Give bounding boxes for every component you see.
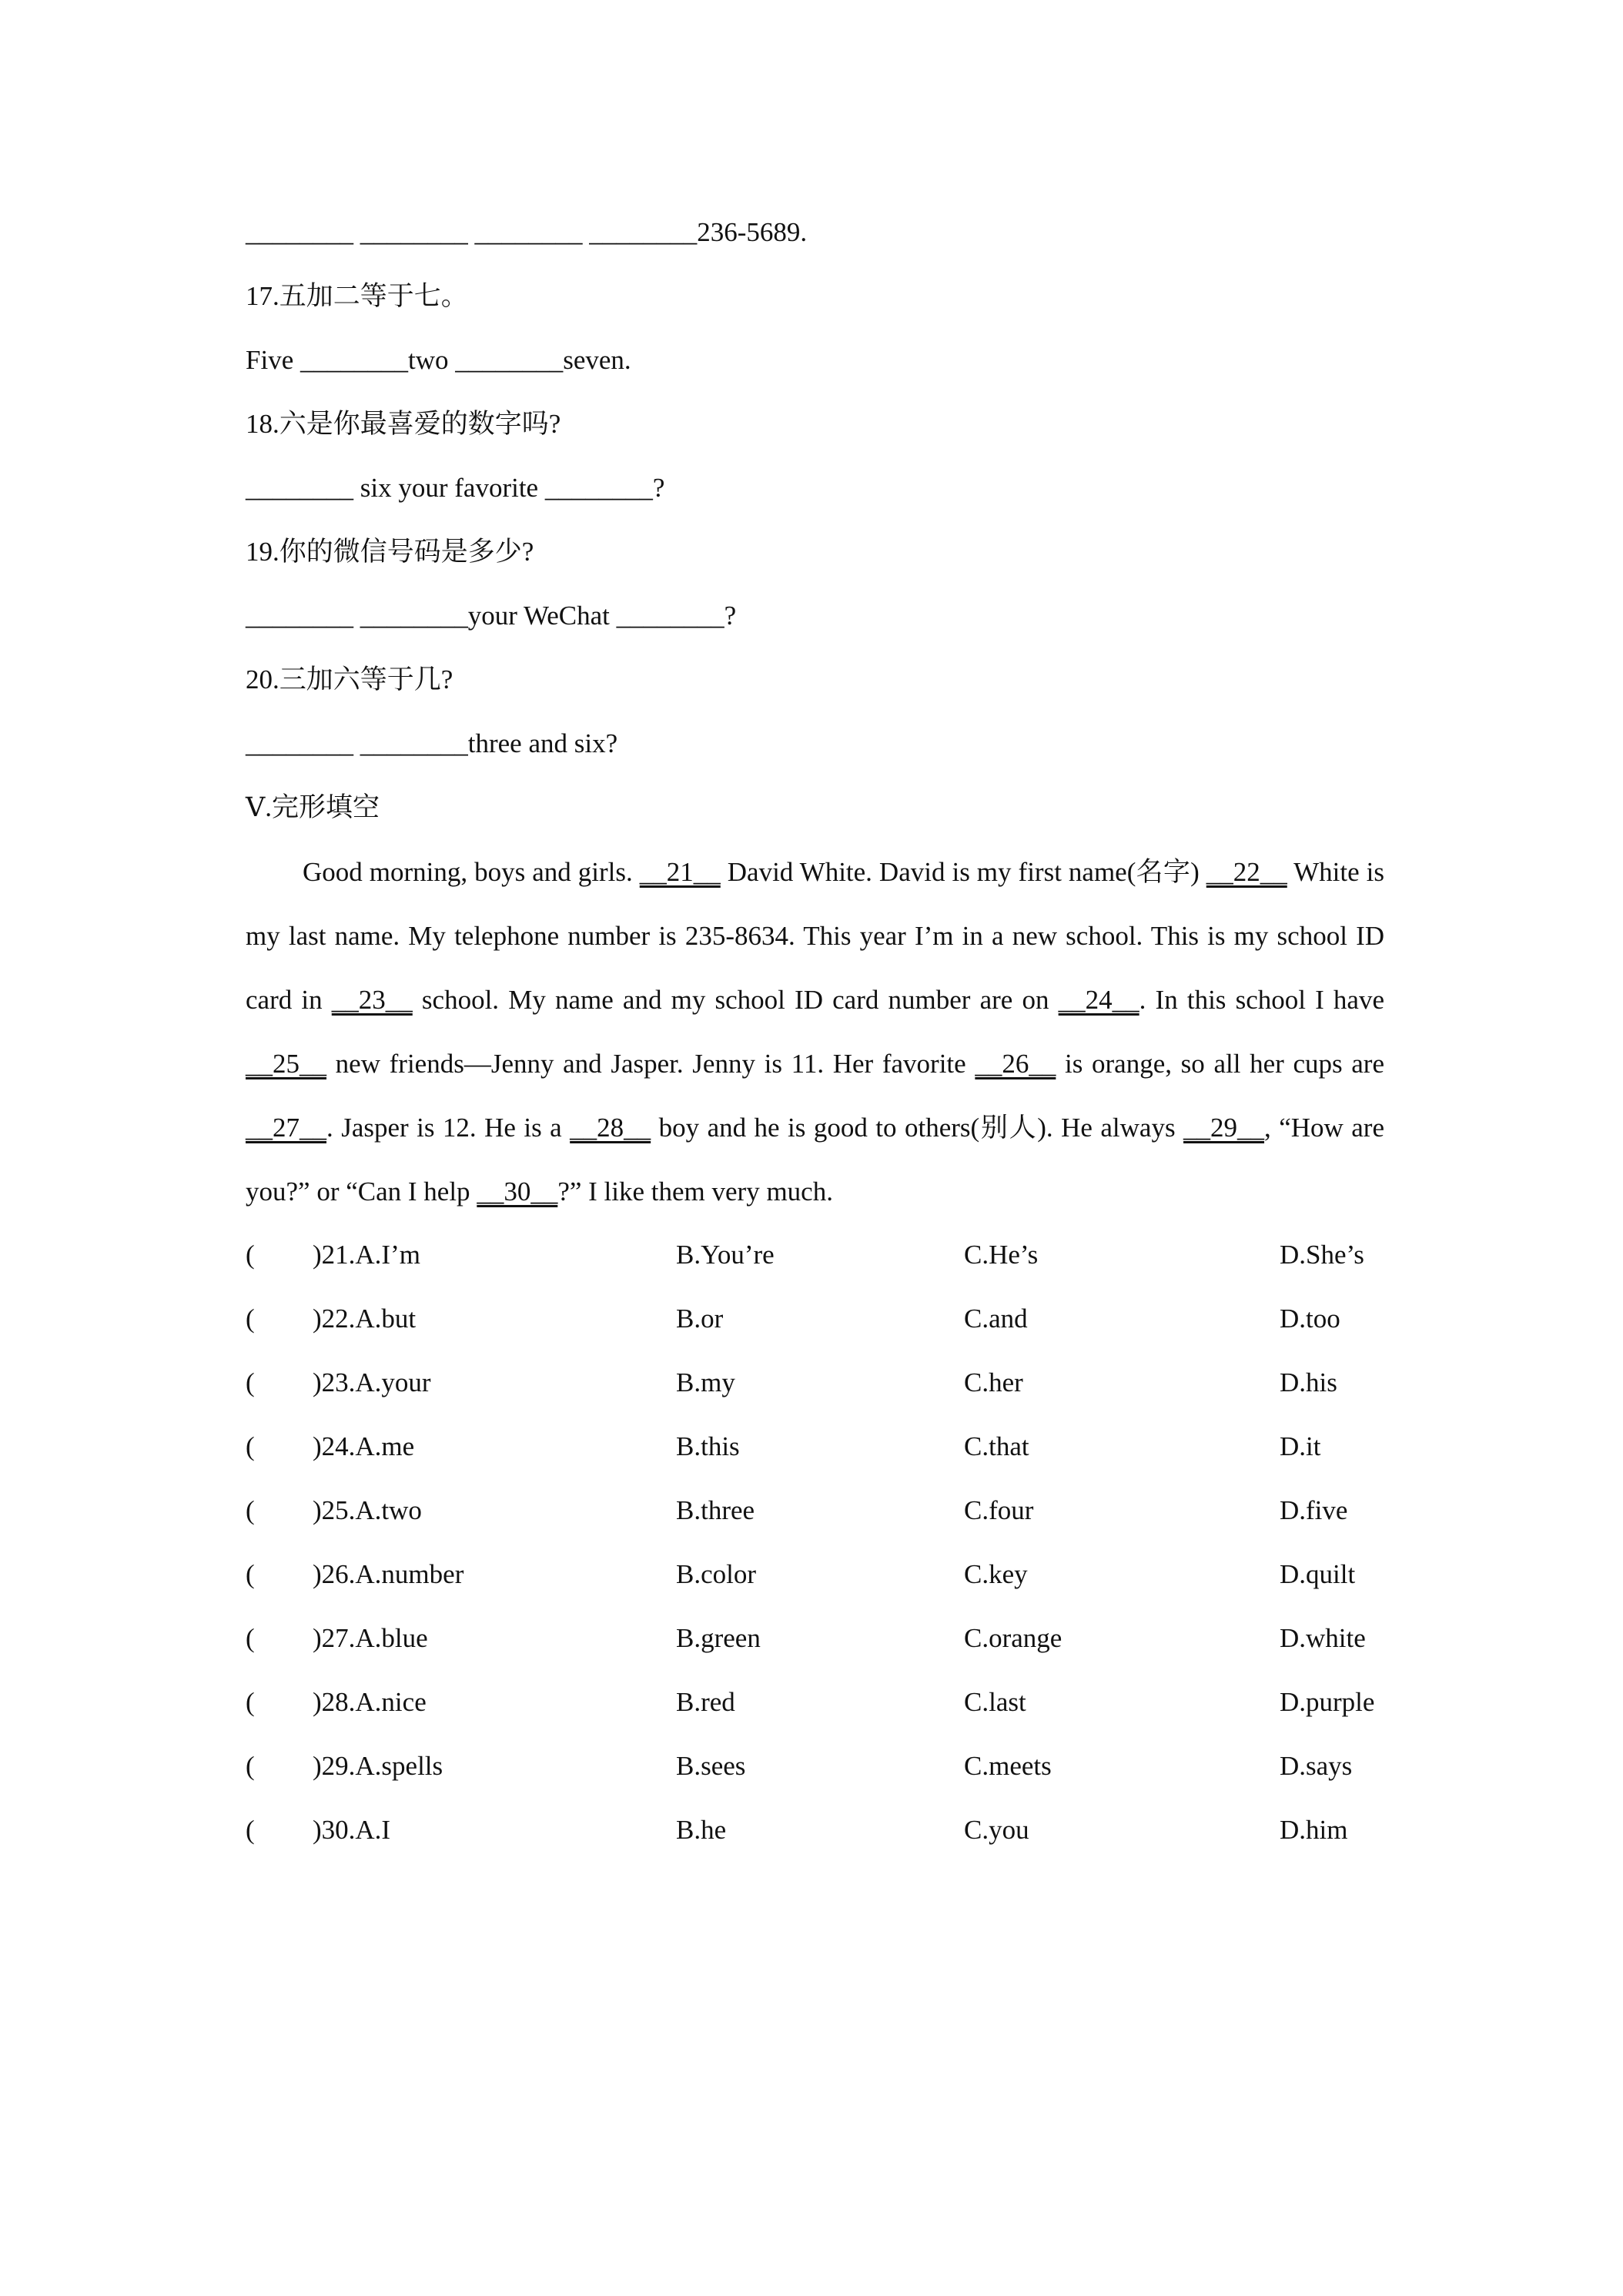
option-row-23 xyxy=(246,1364,1400,1401)
option-c: C.key xyxy=(964,1559,1028,1589)
option-b: B.this xyxy=(676,1431,740,1461)
option-row-30 xyxy=(246,1812,1400,1849)
option-row-24 xyxy=(246,1428,1400,1465)
option-d: D.quilt xyxy=(1280,1559,1356,1589)
q18-prompt: 18.六是你最喜爱的数字吗? xyxy=(246,409,561,439)
option-c: C.orange xyxy=(964,1623,1062,1653)
option-b: B.red xyxy=(676,1687,735,1717)
passage-text: . In this school I have xyxy=(1139,985,1385,1015)
answer-paren: ( xyxy=(246,1815,255,1845)
option-b: B.he xyxy=(676,1815,727,1845)
blank-25: __25__ xyxy=(246,1049,326,1079)
q19-answer-line: ________ ________your WeChat ________? xyxy=(246,601,737,631)
option-a: )30.A.I xyxy=(313,1815,391,1845)
option-c: C.He’s xyxy=(964,1240,1039,1270)
answer-paren: ( xyxy=(246,1751,255,1781)
option-c: C.her xyxy=(964,1367,1023,1397)
answer-paren: ( xyxy=(246,1559,255,1589)
option-d: D.purple xyxy=(1280,1687,1375,1717)
answer-paren: ( xyxy=(246,1687,255,1717)
option-a: )26.A.number xyxy=(313,1559,464,1589)
answer-paren: ( xyxy=(246,1367,255,1397)
q17-answer-line: Five ________two ________seven. xyxy=(246,345,631,375)
option-a: )23.A.your xyxy=(313,1367,431,1397)
option-row-28 xyxy=(246,1684,1400,1721)
option-row-29 xyxy=(246,1748,1400,1785)
option-a: )27.A.blue xyxy=(313,1623,428,1653)
blank-26: __26__ xyxy=(975,1049,1056,1079)
passage-text: new friends—Jenny and Jasper. Jenny is 11. Her favorite xyxy=(326,1049,975,1079)
option-d: D.his xyxy=(1280,1367,1337,1397)
passage-text: boy and he is good to others(别人). He always xyxy=(651,1113,1184,1143)
option-row-21 xyxy=(246,1237,1400,1274)
blank-21: __21__ xyxy=(639,857,721,887)
option-row-27 xyxy=(246,1620,1400,1657)
q16-answer-line: ________ ________ ________ ________236-5689. xyxy=(246,217,808,247)
option-row-26 xyxy=(246,1556,1400,1593)
option-a: )21.A.I’m xyxy=(313,1240,420,1270)
option-c: C.you xyxy=(964,1815,1029,1845)
option-a: )22.A.but xyxy=(313,1304,417,1334)
option-b: B.three xyxy=(676,1495,755,1525)
option-a: )28.A.nice xyxy=(313,1687,427,1717)
option-d: D.five xyxy=(1280,1495,1348,1525)
option-d: D.She’s xyxy=(1280,1240,1364,1270)
option-a: )24.A.me xyxy=(313,1431,415,1461)
blank-27: __27__ xyxy=(246,1113,326,1143)
option-b: B.sees xyxy=(676,1751,746,1781)
cloze-passage xyxy=(246,840,1384,1223)
option-a: )25.A.two xyxy=(313,1495,422,1525)
passage-text: , “How are you?” or “Can I help xyxy=(246,1113,1384,1207)
q18-answer-line: ________ six your favorite ________? xyxy=(246,473,665,503)
option-b: B.green xyxy=(676,1623,761,1653)
option-d: D.it xyxy=(1280,1431,1321,1461)
blank-30: __30__ xyxy=(477,1176,558,1207)
answer-paren: ( xyxy=(246,1240,255,1270)
option-b: B.color xyxy=(676,1559,757,1589)
option-row-25 xyxy=(246,1492,1400,1529)
blank-23: __23__ xyxy=(331,985,413,1015)
passage-text: ?” I like them very much. xyxy=(557,1176,833,1207)
passage-text: White is my last name. My telephone number is 235-8634. This year I’m in a new school. This is my school ID card in xyxy=(246,857,1384,1015)
option-c: C.meets xyxy=(964,1751,1052,1781)
option-c: C.and xyxy=(964,1304,1028,1334)
q20-answer-line: ________ ________three and six? xyxy=(246,728,618,758)
option-d: D.too xyxy=(1280,1304,1340,1334)
answer-paren: ( xyxy=(246,1431,255,1461)
blank-29: __29__ xyxy=(1183,1113,1265,1143)
passage-text: Good morning, boys and girls. xyxy=(303,857,640,887)
q20-prompt: 20.三加六等于几? xyxy=(246,664,453,694)
answer-paren: ( xyxy=(246,1623,255,1653)
option-d: D.him xyxy=(1280,1815,1348,1845)
option-c: C.four xyxy=(964,1495,1034,1525)
option-a: )29.A.spells xyxy=(313,1751,443,1781)
blank-28: __28__ xyxy=(570,1113,651,1143)
answer-paren: ( xyxy=(246,1495,255,1525)
option-d: D.white xyxy=(1280,1623,1366,1653)
section-v-title: Ⅴ.完形填空 xyxy=(246,792,380,822)
blank-22: __22__ xyxy=(1206,857,1287,887)
answer-paren: ( xyxy=(246,1304,255,1334)
passage-text: is orange, so all her cups are xyxy=(1056,1049,1384,1079)
option-c: C.that xyxy=(964,1431,1029,1461)
passage-text: . Jasper is 12. He is a xyxy=(326,1113,571,1143)
option-b: B.or xyxy=(676,1304,724,1334)
blank-24: __24__ xyxy=(1058,985,1139,1015)
option-d: D.says xyxy=(1280,1751,1353,1781)
q17-prompt: 17.五加二等于七。 xyxy=(246,281,468,311)
option-c: C.last xyxy=(964,1687,1026,1717)
passage-text: David White. David is my first name(名字) xyxy=(720,857,1206,887)
passage-text: school. My name and my school ID card number are on xyxy=(412,985,1059,1015)
option-b: B.my xyxy=(676,1367,735,1397)
q19-prompt: 19.你的微信号码是多少? xyxy=(246,537,534,567)
option-row-22 xyxy=(246,1300,1400,1337)
option-b: B.You’re xyxy=(676,1240,775,1270)
